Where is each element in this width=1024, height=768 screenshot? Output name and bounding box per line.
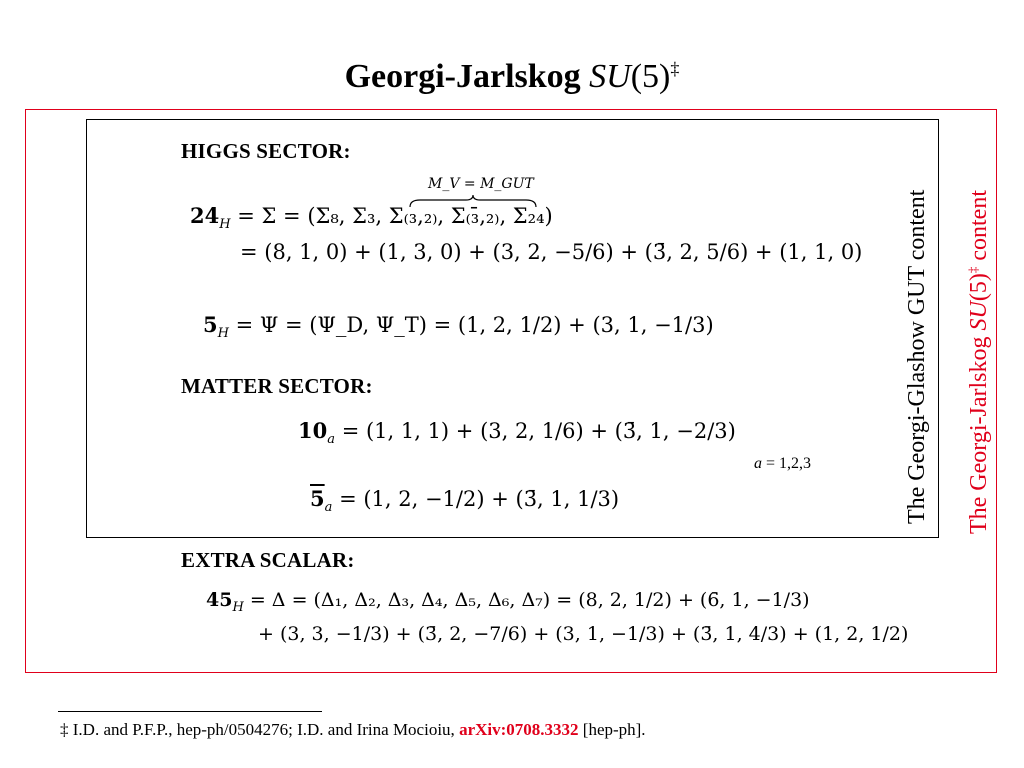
georgi-glashow-side-label [904,190,931,524]
generation-index-var: a [754,455,762,472]
eq-10a-lhs-sub: a [327,432,335,448]
extra-scalar-heading: EXTRA SCALAR: [181,548,355,572]
eq-24H-line1 [190,203,553,232]
eq-24H-line2-text: = (8, 1, 0) + (1, 3, 0) + (3, 2, −5/6) + (3̄, 2, 5/6) + (1, 1, 0) [240,240,863,264]
footnote-rule [58,711,322,712]
gj-side-prefix: The Georgi-Jarlskog [966,330,992,534]
higgs-sector-heading: HIGGS SECTOR: [181,139,351,163]
eq-5H-lhs-sub: H [217,326,229,342]
eq-10a-rhs: = (1, 1, 1) + (3, 2, 1/6) + (3̄, 1, −2/3) [341,419,736,443]
eq-24H-rhs: = Σ = (Σ₈, Σ₃, Σ₍₃,₂₎, Σ₍₃̄,₂₎, Σ₂₄) [237,204,553,228]
arxiv-reference: arXiv:0708.3332 [459,720,579,739]
eq-5H-rhs: = Ψ = (Ψ_D, Ψ_T) = (1, 2, 1/2) + (3, 1, −1/3) [235,313,714,337]
brace-label-text: M_V = M_GUT [428,176,534,192]
eq-5bar-a-rhs: = (1, 2, −1/2) + (3̄, 1, 1/3) [339,487,620,511]
georgi-jarlskog-side-label [965,190,993,534]
eq-10a [298,418,736,447]
eq-24H-lhs: 24 [190,203,220,228]
footnote-mark: ‡ [60,720,69,739]
eq-5H-lhs: 5 [203,312,218,337]
brace-label [428,176,534,192]
title-su: SU [589,58,631,95]
gj-side-mark: ‡ [965,266,980,274]
eq-5H [203,312,714,341]
eq-45H-line1-text: = Δ = (Δ₁, Δ₂, Δ₃, Δ₄, Δ₅, Δ₆, Δ₇) = (8, 2, 1/2) + (6̄, 1, −1/3) [249,589,810,611]
title-footnote-mark: ‡ [670,58,680,79]
gj-side-five: (5) [966,273,992,302]
gj-side-suffix: content [966,190,992,267]
eq-24H-lhs-sub: H [219,217,231,233]
generation-index [754,455,811,473]
eq-45H-line2-text: + (3, 3, −1/3) + (3̄, 2, −7/6) + (3, 1, −1/3) + (3̄, 1, 4/3) + (1, 2, 1/2) [258,623,909,645]
eq-5bar-a-lhs: 5 [310,486,325,511]
title-main: Georgi-Jarlskog [344,58,581,95]
eq-45H-lhs-sub: H [232,599,244,615]
eq-45H-line1 [206,589,810,615]
gj-side-su: SU [966,301,992,331]
title-five: (5) [630,58,671,95]
slide-title [0,58,1024,96]
eq-10a-lhs: 10 [298,418,328,443]
eq-5bar-a [310,486,619,515]
eq-45H-lhs: 45 [206,589,233,611]
eq-5bar-a-lhs-sub: a [324,500,333,516]
matter-sector-heading: MATTER SECTOR: [181,374,373,398]
georgi-glashow-side-label-text: The Georgi-Glashow GUT content [904,189,930,524]
generation-index-values: = 1,2,3 [762,455,812,472]
eq-24H-line2 [240,240,862,264]
footnote-text-after: [hep-ph]. [578,720,646,739]
eq-45H-line2 [258,623,908,645]
footnote [60,720,646,740]
footnote-text-before: I.D. and P.F.P., hep-ph/0504276; I.D. and Irina Mocioiu, [68,720,460,739]
